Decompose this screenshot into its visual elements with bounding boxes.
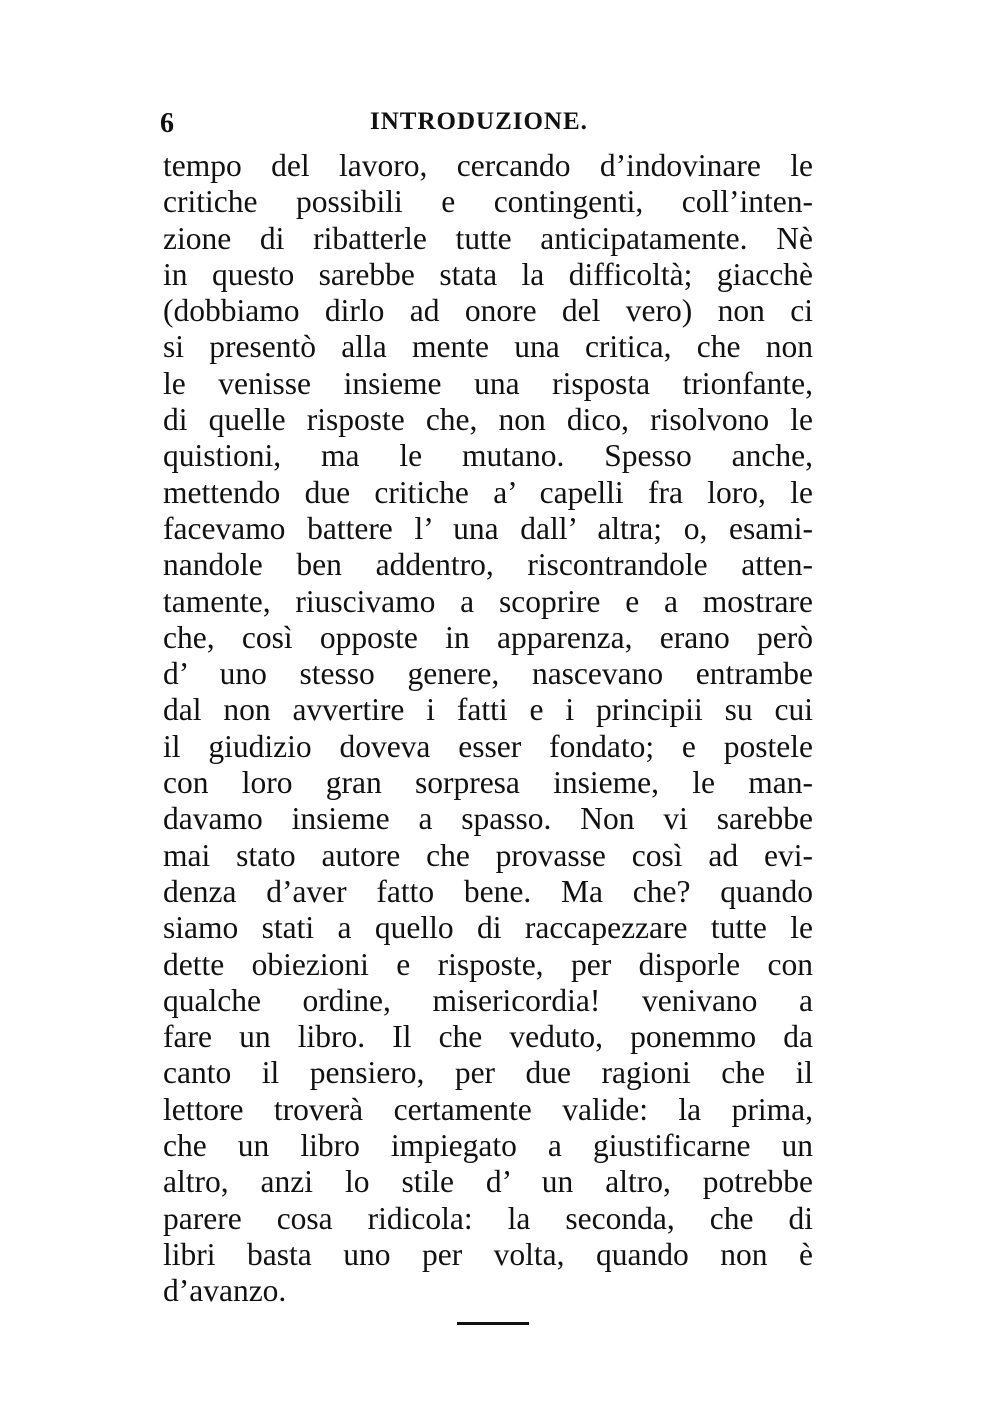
body-text: [163, 148, 813, 1310]
page-number: 6: [160, 108, 174, 139]
text-line: qualche ordine, misericordia! venivano a: [163, 982, 813, 1018]
text-line: dette obiezioni e risposte, per disporle con: [163, 946, 813, 982]
text-line: quistioni, ma le mutano. Spesso anche,: [163, 438, 813, 474]
text-line-last: d’avanzo.: [163, 1273, 287, 1309]
text-line: (dobbiamo dirlo ad onore del vero) non ci: [163, 293, 813, 329]
text-line: fare un libro. Il che veduto, ponemmo da: [163, 1019, 813, 1055]
text-line: d’ uno stesso genere, nascevano entrambe: [163, 656, 813, 692]
text-line: parere cosa ridicola: la seconda, che di: [163, 1200, 813, 1236]
text-line: in questo sarebbe stata la difficoltà; giacchè: [163, 256, 813, 292]
text-line: denza d’aver fatto bene. Ma che? quando: [163, 873, 813, 909]
chapter-title: INTRODUZIONE.: [370, 108, 588, 135]
running-head: [160, 108, 810, 142]
text-line: zione di ribatterle tutte anticipatamente. Nè: [163, 220, 813, 256]
text-line: mettendo due critiche a’ capelli fra loro, le: [163, 474, 813, 510]
text-line: canto il pensiero, per due ragioni che il: [163, 1055, 813, 1091]
text-line: che, così opposte in apparenza, erano però: [163, 619, 813, 655]
text-line: dal non avvertire i fatti e i principii su cui: [163, 692, 813, 728]
text-line: con loro gran sorpresa insieme, le man-: [163, 765, 813, 801]
text-line: che un libro impiegato a giustificarne un: [163, 1128, 813, 1164]
text-line: altro, anzi lo stile d’ un altro, potrebbe: [163, 1164, 813, 1200]
section-end-rule: [457, 1322, 529, 1325]
text-line: il giudizio doveva esser fondato; e postele: [163, 728, 813, 764]
text-line: siamo stati a quello di raccapezzare tutte le: [163, 910, 813, 946]
text-line: davamo insieme a spasso. Non vi sarebbe: [163, 801, 813, 837]
text-line: di quelle risposte che, non dico, risolvono le: [163, 402, 813, 438]
text-line: mai stato autore che provasse così ad evi-: [163, 837, 813, 873]
text-line: critiche possibili e contingenti, coll’inten-: [163, 184, 813, 220]
text-line: tamente, riuscivamo a scoprire e a mostrare: [163, 583, 813, 619]
text-line: nandole ben addentro, riscontrandole atten-: [163, 547, 813, 583]
text-line: facevamo battere l’ una dall’ altra; o, esami-: [163, 510, 813, 546]
text-line: tempo del lavoro, cercando d’indovinare le: [163, 148, 813, 183]
text-line: si presentò alla mente una critica, che non: [163, 329, 813, 365]
text-line: le venisse insieme una risposta trionfante,: [163, 365, 813, 401]
text-line: libri basta uno per volta, quando non è: [163, 1236, 813, 1272]
text-line: lettore troverà certamente valide: la prima,: [163, 1091, 813, 1127]
